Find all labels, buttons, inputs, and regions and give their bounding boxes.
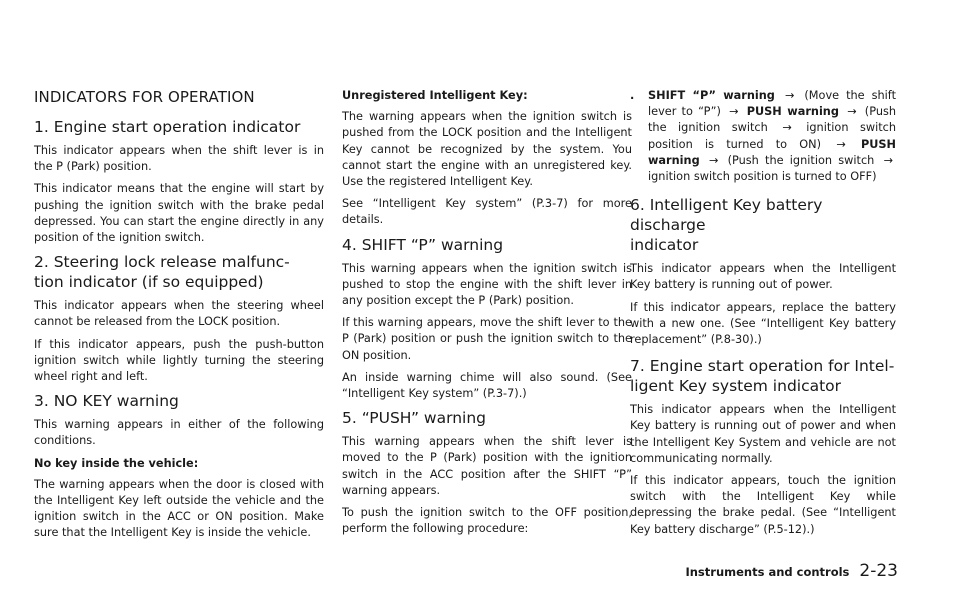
paragraph: The warning appears when the ignition switch is pushed from the LOCK position and the Intelligent Key cannot be recognized by the system. You cannot start the engine with an unregistered key. Use the registered Intelligent Key.: [342, 110, 632, 189]
arrow-icon: →: [782, 121, 792, 135]
paragraph: This indicator means that the engine will start by pushing the ignition switch with the brake pedal depressed. You can start the engine directly in any position of the ignition switch.: [34, 182, 324, 245]
heading-key-battery-discharge: [630, 195, 896, 255]
heading-engine-start-intelligent-key: [630, 356, 896, 396]
shift-p-warning-label: SHIFT “P” warning: [648, 89, 775, 102]
heading-no-key-warning: 3. NO KEY warning: [34, 392, 179, 411]
bullet-mark: .: [630, 89, 635, 102]
column-left: [34, 88, 324, 548]
heading-line: ligent Key system indicator: [630, 377, 842, 396]
paragraph: This indicator appears when the steering wheel cannot be released from the LOCK position.: [34, 299, 324, 329]
heading-line: 2. Steering lock release malfunc-: [34, 253, 290, 272]
paragraph: If this warning appears, move the shift lever to the P (Park) position or push the ignition switch to the ON position.: [342, 316, 632, 362]
column-middle: [342, 88, 632, 543]
procedure-step: (Push the ignition switch: [727, 153, 875, 167]
heading-push-warning: 5. “PUSH” warning: [342, 409, 487, 428]
heading-steering-lock: [34, 252, 324, 292]
procedure-bullet: [630, 88, 896, 185]
arrow-icon: →: [729, 105, 739, 119]
page-number: 2-23: [859, 561, 898, 581]
paragraph: To push the ignition switch to the OFF position, perform the following procedure:: [342, 506, 632, 536]
paragraph: This warning appears when the ignition switch is pushed to stop the engine with the shift lever in any position except the P (Park) position.: [342, 261, 632, 308]
heading-line: indicator: [630, 236, 699, 255]
paragraph: This indicator appears when the Intelligent Key battery is running out of power.: [630, 262, 896, 292]
paragraph: This indicator appears when the Intelligent Key battery is running out of power and when the Intelligent Key System and vehicle are not communicating normally.: [630, 403, 896, 465]
push-warning-label: PUSH warning: [746, 105, 839, 119]
procedure-step: (Push the ignition switch: [648, 105, 897, 135]
heading-line: 6. Intelligent Key battery discharge: [630, 196, 823, 235]
heading-line: tion indicator (if so equipped): [34, 273, 264, 292]
procedure-text: [648, 88, 896, 185]
page-footer: [685, 561, 898, 581]
paragraph: An inside warning chime will also sound. (See “Intelligent Key system” (P.3-7).): [342, 370, 632, 401]
heading-engine-start-indicator: 1. Engine start operation indicator: [34, 118, 301, 136]
subheading-unregistered-key: Unregistered Intelligent Key:: [342, 89, 528, 102]
arrow-icon: →: [836, 137, 846, 151]
subheading-no-key: No key inside the vehicle:: [34, 456, 199, 470]
procedure-step: ignition switch position is turned to OFF): [648, 170, 877, 184]
paragraph: If this indicator appears, replace the battery with a new one. (See “Intelligent Key battery replacement” (P.8-30).): [630, 300, 896, 347]
paragraph: This warning appears when the shift lever is moved to the P (Park) position with the ignition switch in the ACC position after the SHIFT “P” warning appears.: [342, 435, 632, 497]
column-right: [630, 88, 896, 544]
heading-shift-p-warning: 4. SHIFT “P” warning: [342, 235, 504, 254]
push-warning-label: PUSH warning: [648, 137, 896, 167]
paragraph: If this indicator appears, push the push-button ignition switch while lightly turning the steering wheel right and left.: [34, 337, 324, 384]
heading-line: 7. Engine start operation for Intel-: [630, 357, 895, 376]
procedure-step: ignition switch position is turned to ON): [648, 121, 897, 151]
paragraph: The warning appears when the door is closed with the Intelligent Key left outside the vehicle and the ignition switch in the ACC or ON position. Make sure that the Intelligent Key is inside the vehicle.: [34, 477, 324, 540]
paragraph: This indicator appears when the shift lever is in the P (Park) position.: [34, 144, 324, 174]
arrow-icon: →: [847, 105, 857, 119]
paragraph: If this indicator appears, touch the ignition switch with the Intelligent Key while depressing the brake pedal. (See “Intelligent Key battery discharge” (P.5-12).): [630, 474, 896, 536]
paragraph: See “Intelligent Key system” (P.3-7) for more details.: [342, 197, 632, 227]
arrow-icon: →: [708, 153, 719, 167]
arrow-icon: →: [784, 89, 795, 102]
arrow-icon: →: [883, 153, 893, 167]
paragraph: This warning appears in either of the following conditions.: [34, 418, 324, 448]
section-title: INDICATORS FOR OPERATION: [34, 88, 255, 106]
chapter-title: Instruments and controls: [685, 565, 850, 579]
procedure-step: (Move the shift lever to “P”): [648, 89, 896, 119]
